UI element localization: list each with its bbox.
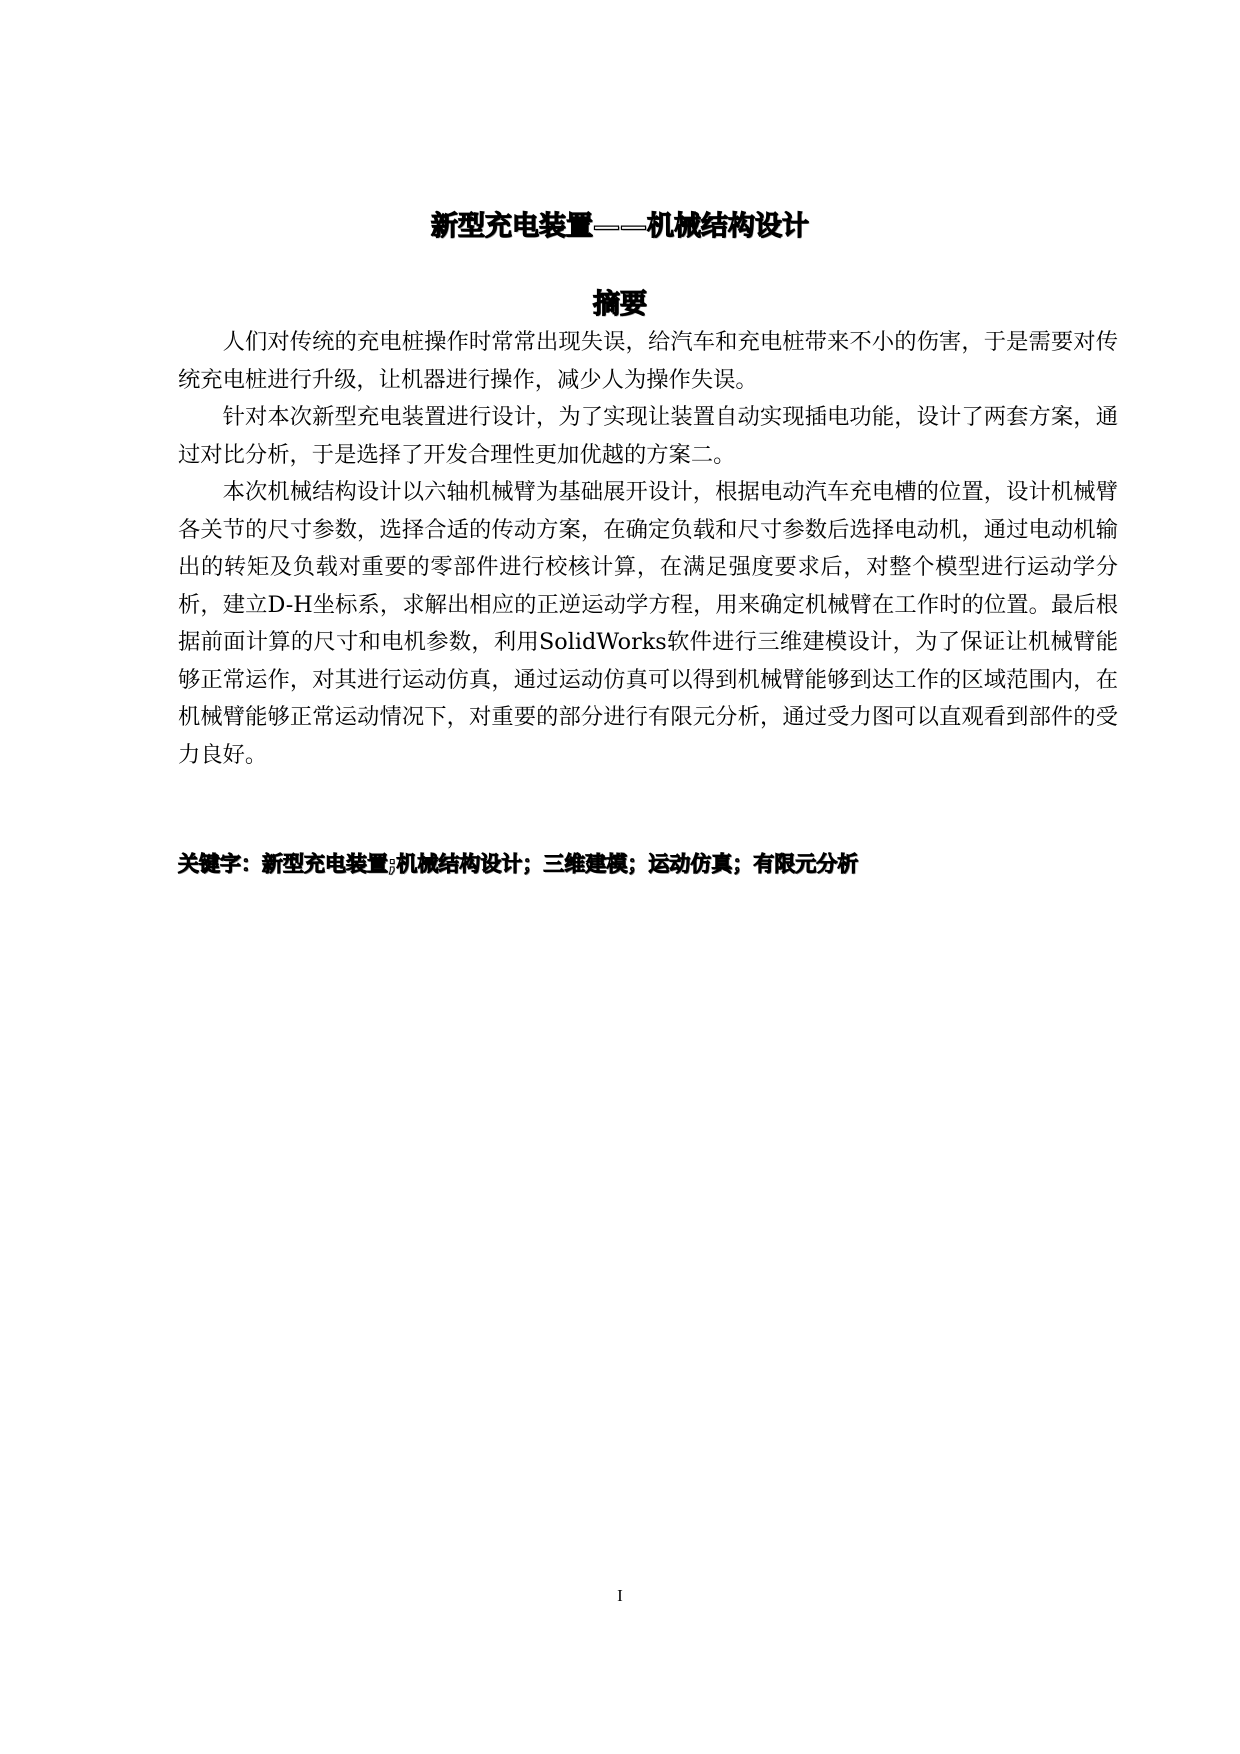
abstract-body: [178, 324, 1118, 774]
document-title: 新型充电装置——机械结构设计: [431, 211, 809, 242]
abstract-paragraph-2: 针对本次新型充电装置进行设计，为了实现让装置自动实现插电功能，设计了两套方案，通过对比分析，于是选择了开发合理性更加优越的方案二。: [178, 404, 1118, 468]
abstract-heading: 摘要: [593, 289, 647, 320]
abstract-paragraph-1: 人们对传统的充电桩操作时常常出现失误，给汽车和充电桩带来不小的伤害，于是需要对传统充电桩进行升级，让机器进行操作，减少人为操作失误。: [178, 329, 1118, 393]
abstract-paragraph-3: 本次机械结构设计以六轴机械臂为基础展开设计，根据电动汽车充电槽的位置，设计机械臂各关节的尺寸参数，选择合适的传动方案，在确定负载和尺寸参数后选择电动机，通过电动机输出的转矩及负载对重要的零部件进行校核计算，在满足强度要求后，对整个模型进行运动学分析，建立D-H坐标系，求解出相应的正逆运动学方程，用来确定机械臂在工作时的位置。最后根据前面计算的尺寸和电机参数，利用SolidWorks软件进行三维建模设计，为了保证让机械臂能够正常运作，对其进行运动仿真，通过运动仿真可以得到机械臂能够到达工作的区域范围内，在机械臂能够正常运动情况下，对重要的部分进行有限元分析，通过受力图可以直观看到部件的受力良好。: [178, 479, 1118, 768]
keywords-line: 关键字：新型充电装置;机械结构设计；三维建模；运动仿真；有限元分析: [178, 852, 859, 876]
page-number: I: [617, 1586, 623, 1605]
